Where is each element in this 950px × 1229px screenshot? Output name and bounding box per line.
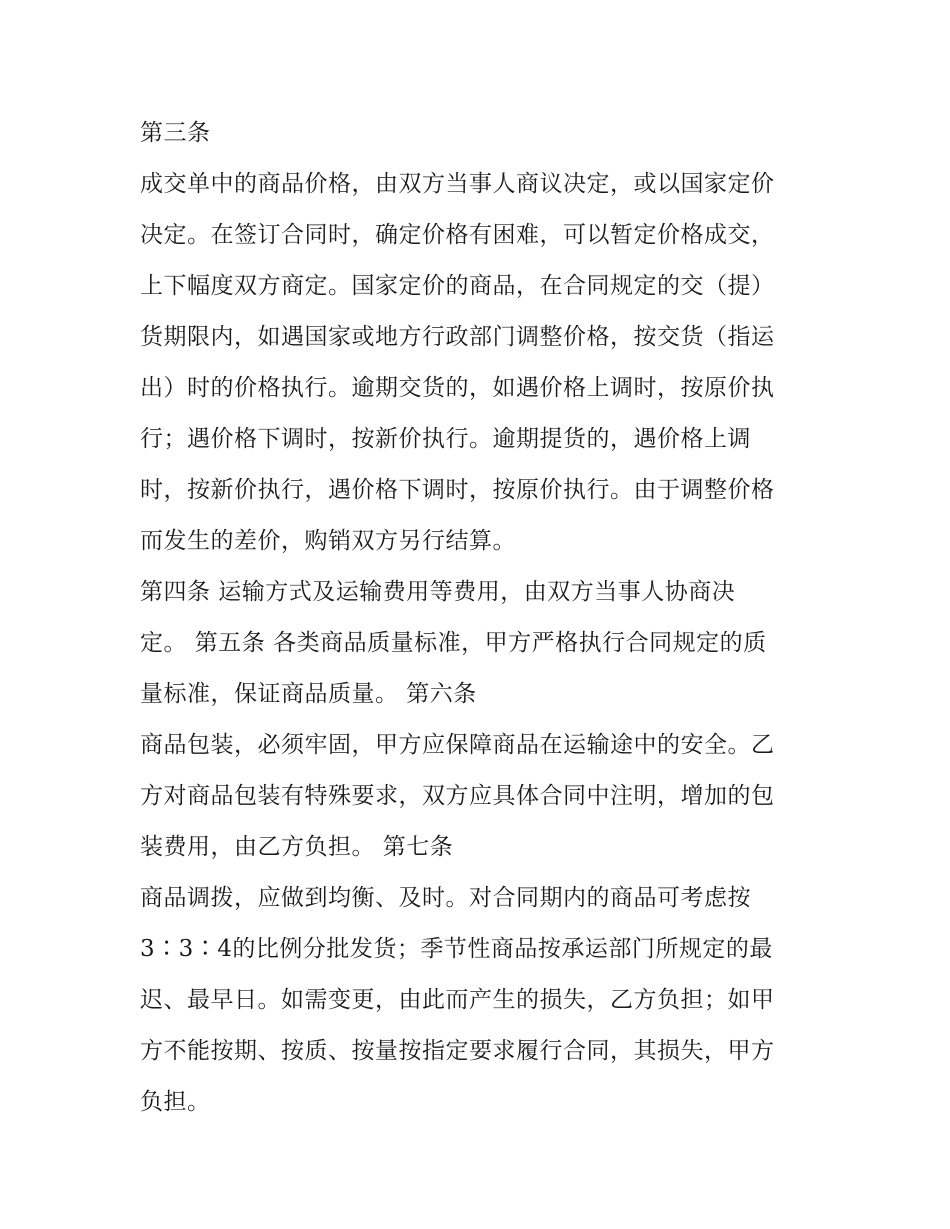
text-line: 出）时的价格执行。逾期交货的，如遇价格上调时，按原价执 [140, 375, 775, 401]
text-line: 货期限内，如遇国家或地方行政部门调整价格，按交货（指运 [140, 324, 775, 350]
contract-text [140, 108, 830, 1128]
text-line: 量标准，保证商品质量。 第六条 [140, 681, 477, 707]
text-line: 第三条 [140, 120, 211, 146]
text-line: 成交单中的商品价格，由双方当事人商议决定，或以国家定价 [140, 171, 775, 197]
text-line: 负担。 [140, 1089, 211, 1115]
text-line: 上下幅度双方商定。国家定价的商品，在合同规定的交（提） [140, 273, 775, 299]
text-line: 行；遇价格下调时，按新价执行。逾期提货的，遇价格上调 [140, 426, 751, 452]
text-line: 商品包装，必须牢固，甲方应保障商品在运输途中的安全。乙 [140, 732, 775, 758]
text-line: 装费用，由乙方负担。 第七条 [140, 834, 454, 860]
text-line: 迟、最早日。如需变更，由此而产生的损失，乙方负担；如甲 [140, 987, 775, 1013]
text-line: 第四条 运输方式及运输费用等费用，由双方当事人协商决 [140, 579, 736, 605]
text-line: 方不能按期、按质、按量按指定要求履行合同，其损失，甲方 [140, 1038, 775, 1064]
text-line: 而发生的差价，购销双方另行结算。 [140, 528, 516, 554]
text-line: 方对商品包装有特殊要求，双方应具体合同中注明，增加的包 [140, 783, 775, 809]
text-line: 时，按新价执行，遇价格下调时，按原价执行。由于调整价格 [140, 477, 775, 503]
text-line: 3∶3∶4的比例分批发货；季节性商品按承运部门所规定的最 [140, 936, 773, 962]
text-line: 商品调拨，应做到均衡、及时。对合同期内的商品可考虑按 [140, 885, 751, 911]
text-line: 决定。在签订合同时，确定价格有困难，可以暂定价格成交， [140, 222, 775, 248]
text-line: 定。 第五条 各类商品质量标准，甲方严格执行合同规定的质 [140, 630, 767, 656]
